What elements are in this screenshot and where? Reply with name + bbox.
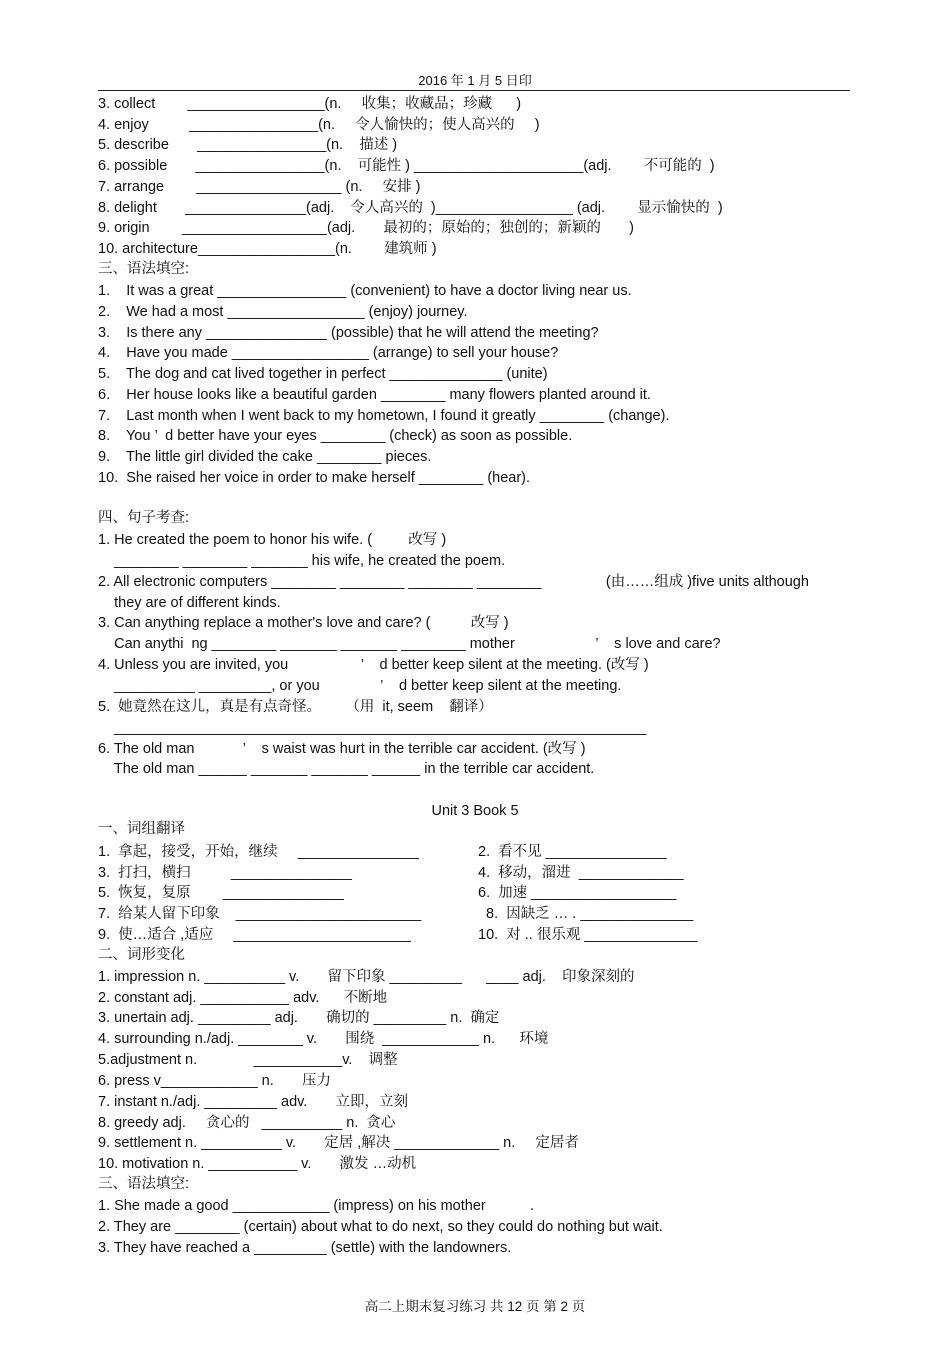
sentence-item: 1. He created the poem to honor his wife. ( 改写 ) [98,532,447,548]
word-form-item: 3. collect _________________(n. 收集；收藏品；珍藏 ) [98,96,522,112]
grammar-item: 1. It was a great ________________ (convenient) to have a doctor living near us. [98,283,632,299]
grammar-item: 2. They are ________ (certain) about what to do next, so they could do nothing but wait. [98,1219,663,1235]
word-form-item: 2. constant adj. ___________ adv. 不断地 [98,990,388,1006]
grammar-item: 3. Is there any _______________ (possible) that he will attend the meeting? [98,325,599,341]
sentence-item: 6. The old man ’ s waist was hurt in the terrible car accident. (改写 ) [98,741,586,757]
section-title: 三、语法填空: [98,261,190,277]
word-form-item: 6. possible ________________(n. 可能性 ) _____________________(adj. 不可能的 ) [98,158,715,174]
phrase-item: 10. 对 .. 很乐观 ______________ [478,927,698,943]
sentence-item: ________ ________ _______ his wife, he created the poem. [98,553,506,569]
sentence-item: Can anythi ng ________ _______ _______ ________ mother ’ s love and care? [98,636,721,652]
grammar-item: 9. The little girl divided the cake ________ pieces. [98,449,432,465]
phrase-item: 9. 使…适合 ,适应 ______________________ [98,927,411,943]
section-title: 三、语法填空: [98,1176,190,1192]
phrase-item: 6. 加速 __________________ [478,885,677,901]
sentence-item: __________ _________, or you ’ d better keep silent at the meeting. [98,678,622,694]
grammar-item: 1. She made a good ____________ (impress) on his mother . [98,1198,535,1214]
grammar-item: 6. Her house looks like a beautiful garden ________ many flowers planted around it. [98,387,651,403]
answer-line: __________________________________________________________________ [98,720,647,736]
word-form-item: 1. impression n. __________ v. 留下印象 _________ ____ adj. 印象深刻的 [98,969,635,985]
word-form-item: 7. arrange __________________ (n. 安排 ) [98,179,421,195]
phrase-item: 2. 看不见 _______________ [478,844,667,860]
word-form-item: 4. surrounding n./adj. ________ v. 围绕 ____________ n. 环境 [98,1031,549,1047]
page-footer: 高二上期末复习练习 共 12 页 第 2 页 [364,1299,586,1314]
sentence-item: 3. Can anything replace a mother's love and care? ( 改写 ) [98,615,509,631]
word-form-item: 5. describe ________________(n. 描述 ) [98,137,398,153]
word-form-item: 6. press v____________ n. 压力 [98,1073,331,1089]
word-form-item: 10. architecture_________________(n. 建筑师 ) [98,241,437,257]
sentence-item: The old man ______ _______ _______ ______ in the terrible car accident. [98,761,595,777]
word-form-item: 8. delight _______________(adj. 令人高兴的 )_________________ (adj. 显示愉快的 ) [98,200,723,216]
sentence-item: 4. Unless you are invited, you ’ d better keep silent at the meeting. (改写 ) [98,657,649,673]
word-form-item: 3. unertain adj. _________ adj. 确切的 _________ n. 确定 [98,1010,500,1026]
section-title: 一、词组翻译 [98,821,185,837]
word-form-item: 5.adjustment n. ___________v. 调整 [98,1052,398,1068]
word-form-item: 8. greedy adj. 贪心的 __________ n. 贪心 [98,1115,396,1131]
phrase-item: 1. 拿起，接受，开始，继续 _______________ [98,844,419,860]
phrase-item: 5. 恢复，复原 _______________ [98,885,344,901]
word-form-item: 10. motivation n. ___________ v. 激发 …动机 [98,1156,417,1172]
header-rule [98,90,850,91]
word-form-item: 9. settlement n. __________ v. 定居 ,解决 _____________ n. 定居者 [98,1135,579,1151]
grammar-item: 5. The dog and cat lived together in perfect ______________ (unite) [98,366,548,382]
grammar-item: 10. She raised her voice in order to make herself ________ (hear). [98,470,531,486]
grammar-item: 7. Last month when I went back to my hometown, I found it greatly ________ (change). [98,408,670,424]
grammar-item: 2. We had a most _________________ (enjoy) journey. [98,304,468,320]
grammar-item: 3. They have reached a _________ (settle) with the landowners. [98,1240,512,1256]
print-date: 2016 年 1 月 5 日印 [418,73,532,88]
phrase-item: 3. 打扫，横扫 _______________ [98,865,352,881]
unit-title: Unit 3 Book 5 [431,803,519,819]
word-form-item: 4. enjoy ________________(n. 令人愉快的；使人高兴的 ) [98,117,540,133]
word-form-item: 9. origin __________________(adj. 最初的；原始的；独创的；新颖的 ) [98,220,634,236]
word-form-item: 7. instant n./adj. _________ adv. 立即，立刻 [98,1094,409,1110]
grammar-item: 4. Have you made _________________ (arrange) to sell your house? [98,345,559,361]
section-title: 二、词形变化 [98,947,185,963]
phrase-item: 8. 因缺乏 … . ______________ [478,906,694,922]
grammar-item: 8. You ’ d better have your eyes ________ (check) as soon as possible. [98,428,573,444]
phrase-item: 4. 移动，溜进 _____________ [478,865,684,881]
sentence-item: they are of different kinds. [98,595,281,611]
phrase-item: 7. 给某人留下印象 _______________________ [98,906,422,922]
section-title: 四、句子考查: [98,510,190,526]
sentence-item: 5. 她竟然在这儿，真是有点奇怪。 （用 it, seem 翻译） [98,699,493,715]
sentence-item: 2. All electronic computers ________ ________ ________ ________ (由……组成 )five units although [98,574,809,590]
